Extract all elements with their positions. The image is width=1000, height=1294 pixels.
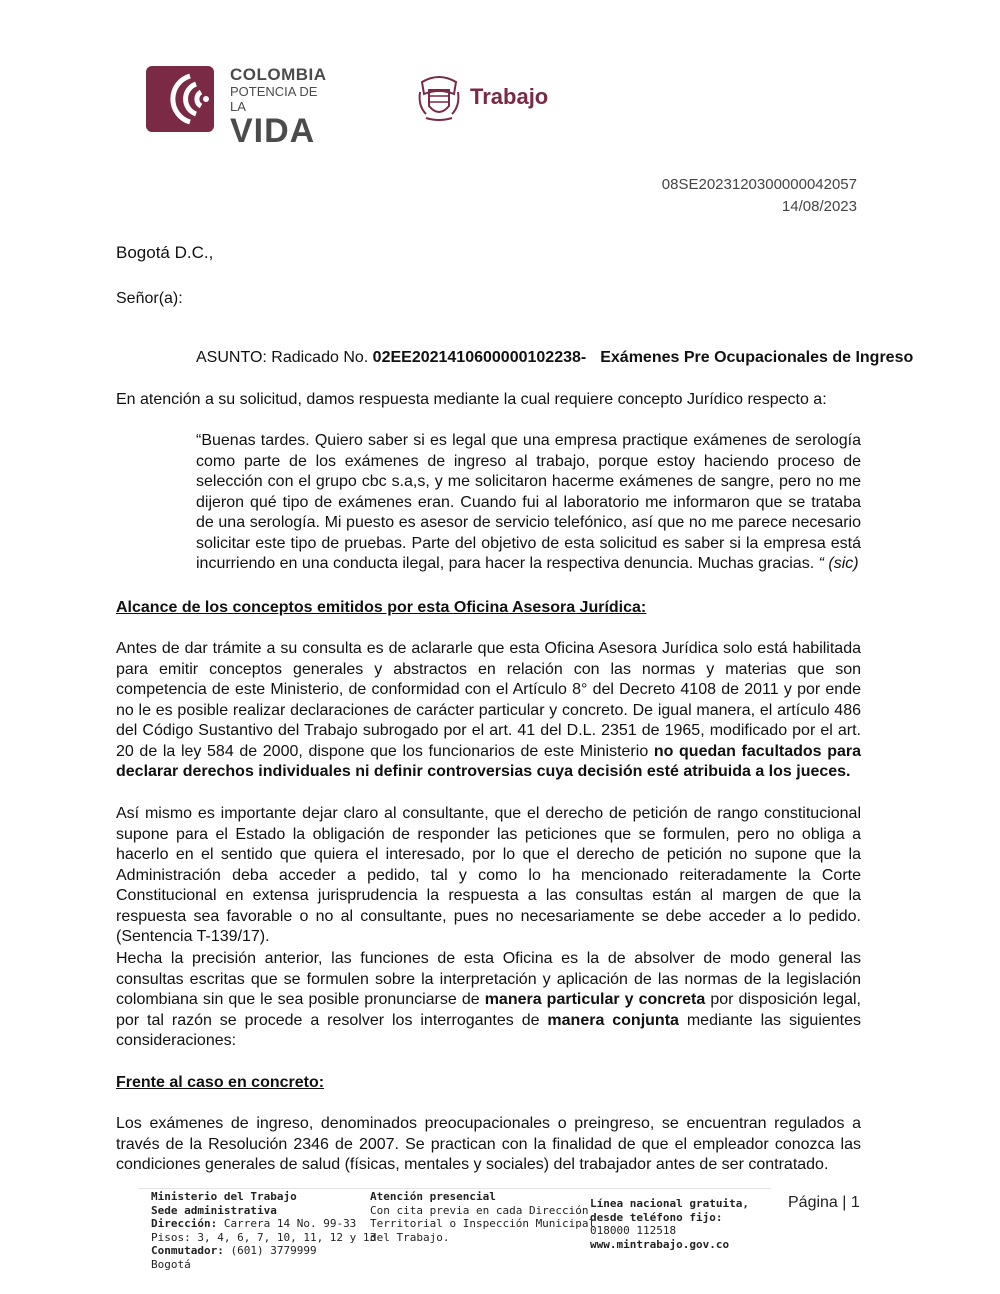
quote-text: “Buenas tardes. Quiero saber si es legal que una empresa practique exámenes de serología como parte de los exámenes de ingreso al trabajo, porque estoy haciendo proceso de selección con el grupo cbc s.a,s, y me solicitaron hacerme exámenes de sangre, pero no me dijeron qué tipo de exámenes eran. Cuando fui al laboratorio me informaron que se trataba de una serología. Mi puesto es asesor de servicio telefónico, así que no me parece necesario solicitar este tipo de pruebas. Parte del objetivo de esta solicitud es saber si la empresa está incurriendo en una conducta ilegal, para hacer la respectiva denuncia. Muchas gracias. bbox=[196, 432, 861, 572]
p3-text-a: Hecha la precisión anterior, las funciones de esta Oficina es la de absolver de modo general las consultas escritas que se formulen sobre la interpretación y aplicación de las normas de la legislación colombiana sin que le sea posible pronunciarse de bbox=[116, 950, 861, 1008]
logo-vida-text: VIDA bbox=[230, 112, 316, 150]
asunto-radicado: 02EE2021410600000102238- bbox=[372, 349, 587, 366]
footer-city: Bogotá bbox=[151, 1257, 191, 1271]
footer-sede: Sede administrativa bbox=[151, 1203, 277, 1217]
footer-ministerio-name: Ministerio del Trabajo bbox=[151, 1190, 297, 1203]
paragraph-caso-1: Los exámenes de ingreso, denominados preocupacionales o preingreso, se encuentran regulados a través de la Resolución 2346 de 2007. Se practican con la finalidad de que el empleador conozca las condiciones generales de salud (físicas, mentales y sociales) del trabajador antes de ser contratado. bbox=[116, 1115, 861, 1173]
section-heading-caso: Frente al caso en concreto: bbox=[116, 1074, 325, 1091]
p3-text-e: mediante las siguientes consideraciones: bbox=[116, 1011, 862, 1049]
page-number: Página | 1 bbox=[788, 1194, 860, 1211]
footer-atencion-line2: Territorial o Inspección Municipal bbox=[370, 1217, 596, 1230]
city-line: Bogotá D.C., bbox=[116, 243, 214, 262]
colombia-potencia-logo bbox=[146, 65, 336, 150]
quoted-request bbox=[196, 431, 861, 575]
footer-phone: 018000 112518 bbox=[590, 1224, 677, 1237]
asunto-prefix: ASUNTO: Radicado No. bbox=[196, 349, 373, 366]
footer-website[interactable]: www.mintrabajo.gov.co bbox=[590, 1237, 730, 1251]
footer-conmutador-label: Conmutador: bbox=[151, 1244, 224, 1257]
quote-sic: “ (sic) bbox=[814, 555, 859, 572]
paragraph-alcance-3 bbox=[116, 949, 861, 1052]
paragraph-alcance-1 bbox=[116, 639, 861, 783]
trabajo-logo-text: Trabajo bbox=[470, 84, 549, 109]
footer-conmutador-value: (601) 3779999 bbox=[223, 1244, 317, 1257]
logo-colombia-text: COLOMBIA bbox=[230, 65, 327, 84]
footer-atencion-line1: Con cita previa en cada Dirección bbox=[370, 1203, 589, 1217]
p3-bold-d: manera conjunta bbox=[547, 1011, 679, 1029]
section-heading-alcance: Alcance de los conceptos emitidos por esta Oficina Asesora Jurídica: bbox=[116, 599, 647, 616]
addressee-line: Señor(a): bbox=[116, 290, 183, 307]
ministerio-trabajo-logo bbox=[416, 74, 556, 124]
p1-text: Antes de dar trámite a su consulta es de aclararle que esta Oficina Asesora Jurídica solo está habilitada para emitir conceptos generales y abstractos en relación con las normas y materias que son competencia de este Ministerio, de conformidad con el Artículo 8° del Decreto 4108 de 2011 y por ende no le es posible realizar declaraciones de carácter particular y concreto. De igual manera, el artículo 486 del Código Sustantivo del Trabajo subrogado por el art. 41 del D.L. 2351 de 1965, modificado por el art. 20 de la ley 584 de 2000, dispone que los funcionarios de este Ministerio bbox=[116, 640, 861, 760]
footer-linea-title: Línea nacional gratuita, bbox=[590, 1197, 749, 1210]
footer-linea-subtitle: desde teléfono fijo: bbox=[590, 1210, 723, 1224]
footer-direccion-label: Dirección: bbox=[151, 1217, 218, 1230]
radicado-number: 08SE2023120300000042057 bbox=[661, 176, 857, 193]
logo-potencia-text: POTENCIA DE LA bbox=[230, 84, 318, 114]
footer-pisos: Pisos: 3, 4, 6, 7, 10, 11, 12 y 13 bbox=[151, 1230, 377, 1244]
footer-divider bbox=[138, 1188, 771, 1189]
footer-atencion-line3: del Trabajo. bbox=[370, 1230, 450, 1244]
footer-direccion-value: Carrera 14 No. 99-33 bbox=[217, 1217, 357, 1230]
footer-atencion-title: Atención presencial bbox=[370, 1190, 496, 1203]
p3-bold-b: manera particular y concreta bbox=[484, 991, 706, 1008]
colombia-logo-mark-icon bbox=[146, 66, 214, 132]
asunto-title: Exámenes Pre Ocupacionales de Ingreso bbox=[600, 349, 914, 366]
footer-atencion bbox=[370, 1190, 595, 1244]
footer-ministerio bbox=[151, 1190, 376, 1271]
coat-of-arms-icon bbox=[416, 74, 462, 124]
p3-text-c: por disposición legal, por tal razón se procede a resolver los interrogantes de bbox=[116, 991, 861, 1029]
intro-paragraph: En atención a su solicitud, damos respuesta mediante la cual requiere concepto Jurídico respecto a: bbox=[116, 391, 827, 408]
footer-linea bbox=[590, 1197, 749, 1251]
asunto-line bbox=[196, 349, 914, 367]
paragraph-alcance-2: Así mismo es importante dejar claro al consultante, que el derecho de petición de rango constitucional supone para el Estado la obligación de responder las peticiones que se formulen, pero no obliga a hacerlo en el sentido que quiera el interesado, por lo que el derecho de petición no supone que la Administración deba acceder a pedido, tal y como lo ha mencionado reiteradamente la Corte Constitucional en extensa jurisprudencia la respuesta a las consultas están al margen de que la respuesta sea favorable o no al consultante, pues no necesariamente se debe acceder a lo pedido. (Sentencia T-139/17). bbox=[116, 805, 861, 945]
document-date: 14/08/2023 bbox=[781, 198, 857, 215]
p1-bold-text: no quedan facultados para declarar derechos individuales ni definir controversias cuya decisión esté atribuida a los jueces. bbox=[116, 742, 862, 780]
